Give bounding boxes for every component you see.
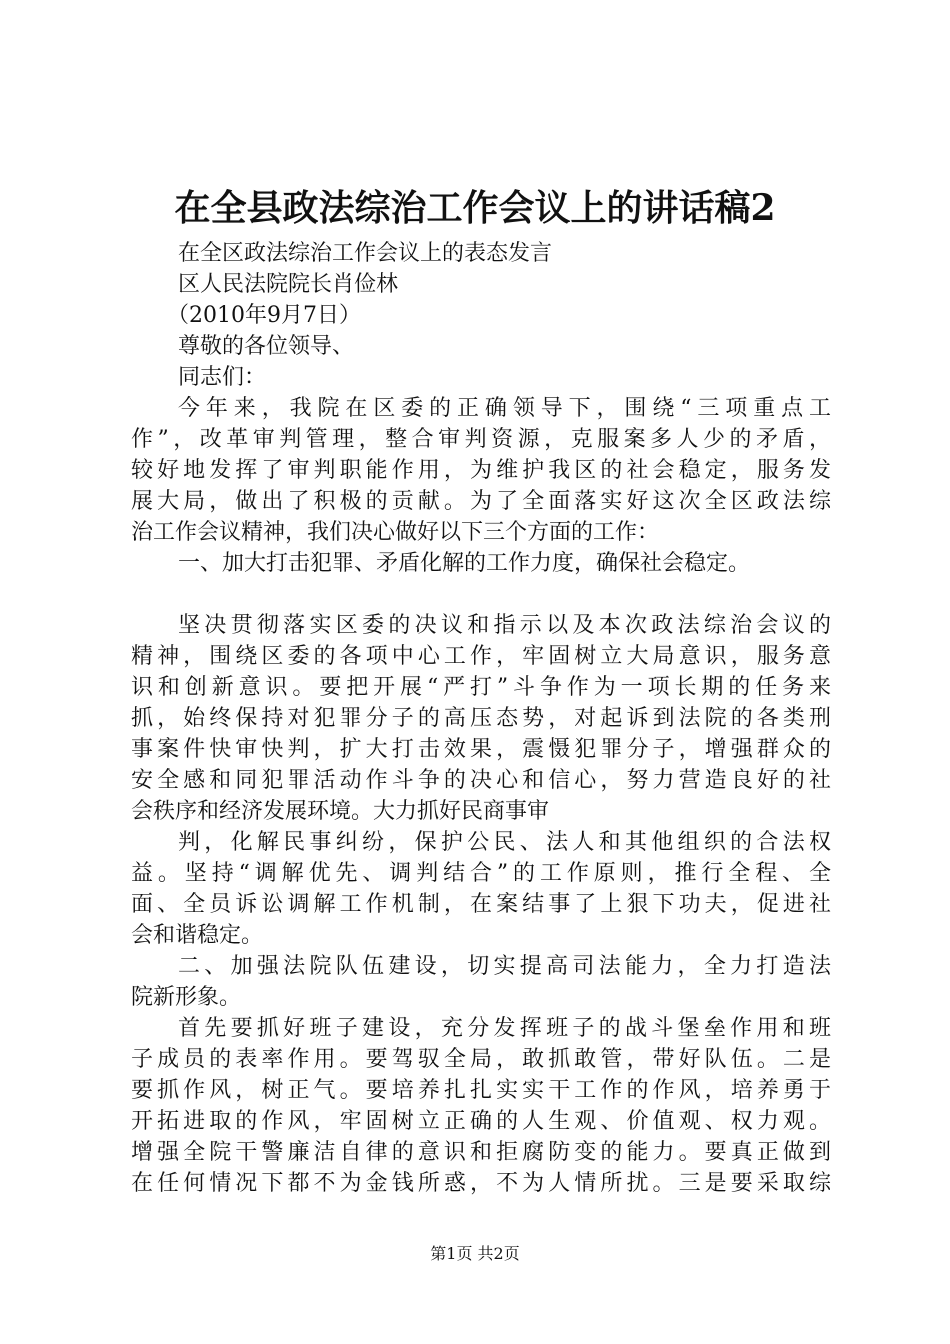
paragraph-line: 抓，始终保持对犯罪分子的高压态势，对起诉到法院的各类刑 (131, 706, 831, 731)
paragraph-line: 要抓作风，树正气。要培养扎扎实实干工作的作风，培养勇于 (131, 1078, 831, 1103)
paragraph-line: 益。坚持“调解优先、调判结合”的工作原则，推行全程、全 (131, 861, 831, 886)
salutation-line: 同志们： (178, 365, 267, 390)
subtitle-line: 在全区政法综治工作会议上的表态发言 (178, 241, 553, 266)
paragraph-line: 坚决贯彻落实区委的决议和指示以及本次政法综治会议的 (178, 613, 831, 638)
paragraph-line: 识和创新意识。要把开展“严打”斗争作为一项长期的任务来 (131, 675, 831, 700)
paragraph-line: 安全感和同犯罪活动作斗争的决心和信心，努力营造良好的社 (131, 768, 831, 793)
paragraph-line: 事案件快审快判，扩大打击效果，震慑犯罪分子，增强群众的 (131, 737, 831, 762)
speaker-line: 区人民法院院长肖俭林 (178, 272, 399, 297)
paragraph-line: 今年来，我院在区委的正确领导下，围绕“三项重点工 (178, 396, 831, 421)
paragraph-line: 作”，改革审判管理，整合审判资源，克服案多人少的矛盾， (131, 427, 831, 452)
paragraph-line: 展大局，做出了积极的贡献。为了全面落实好这次全区政法综 (131, 489, 831, 514)
section-heading: 院新形象。 (131, 985, 242, 1010)
paragraph-line: 开拓进取的作风，牢固树立正确的人生观、价值观、权力观。 (131, 1109, 831, 1134)
section-heading: 一、加大打击犯罪、矛盾化解的工作力度，确保社会稳定。 (178, 551, 751, 576)
paragraph-line: 首先要抓好班子建设，充分发挥班子的战斗堡垒作用和班 (178, 1016, 831, 1041)
paragraph-line: 在任何情况下都不为金钱所惑，不为人情所扰。三是要采取综 (131, 1171, 831, 1196)
paragraph-line: 会和谐稳定。 (131, 923, 264, 948)
paragraph-line: 增强全院干警廉洁自律的意识和拒腐防变的能力。要真正做到 (131, 1140, 831, 1165)
paragraph-line: 精神，围绕区委的各项中心工作，牢固树立大局意识，服务意 (131, 644, 831, 669)
paragraph-line: 会秩序和经济发展环境。大力抓好民商事审 (131, 799, 550, 824)
blank-line (131, 579, 831, 610)
page-footer: 第1页 共2页 (430, 1244, 520, 1263)
document-title: 在全县政法综治工作会议上的讲话稿2 (174, 187, 776, 229)
paragraph-line: 面、全员诉讼调解工作机制，在案结事了上狠下功夫，促进社 (131, 892, 831, 917)
section-heading: 二、加强法院队伍建设，切实提高司法能力，全力打造法 (178, 954, 831, 979)
salutation-line: 尊敬的各位领导、 (178, 334, 355, 359)
paragraph-line: 较好地发挥了审判职能作用，为维护我区的社会稳定，服务发 (131, 458, 831, 483)
document-body (131, 238, 831, 1199)
paragraph-line: 治工作会议精神，我们决心做好以下三个方面的工作： (131, 520, 660, 545)
date-line: （2010年9月7日） (167, 303, 361, 328)
paragraph-line: 判，化解民事纠纷，保护公民、法人和其他组织的合法权 (178, 830, 831, 855)
paragraph-line: 子成员的表率作用。要驾驭全局，敢抓敢管，带好队伍。二是 (131, 1047, 831, 1072)
